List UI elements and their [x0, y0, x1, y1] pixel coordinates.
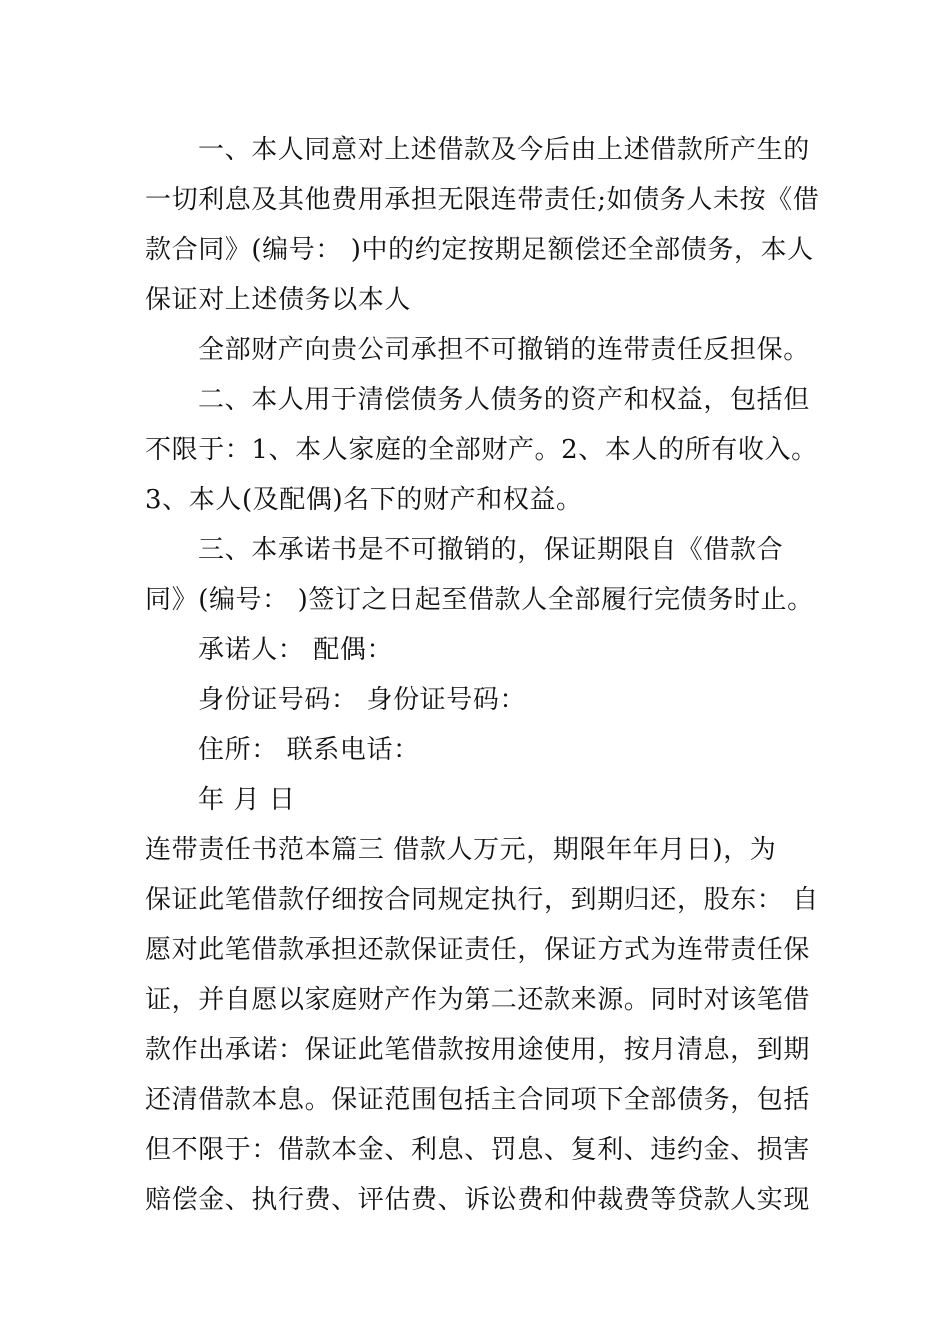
date-line: 年 月 日: [198, 785, 296, 815]
text-line: 证，并自愿以家庭财产作为第二还款来源。同时对该笔借: [145, 985, 811, 1015]
text-line: 保证对上述债务以本人: [145, 285, 412, 315]
text-line: 还清借款本息。保证范围包括主合同项下全部债务，包括: [145, 1085, 811, 1115]
text-line: 款合同》(编号： )中的约定按期足额偿还全部债务，本人: [145, 235, 814, 265]
text-line: 愿对此笔借款承担还款保证责任，保证方式为连带责任保: [145, 935, 811, 965]
address-phone-label: 住所： 联系电话：: [198, 735, 420, 765]
text-line: 但不限于：借款本金、利息、罚息、复利、违约金、损害: [145, 1135, 811, 1165]
signatory-label: 承诺人： 配偶：: [198, 635, 394, 665]
text-line: 3、本人(及配偶)名下的财产和权益。: [145, 485, 583, 515]
section-heading-line: 连带责任书范本篇三 借款人万元，期限年年月日)，为: [145, 835, 777, 865]
text-line: 三、本承诺书是不可撤销的，保证期限自《借款合: [198, 535, 784, 565]
text-line: 保证此笔借款仔细按合同规定执行，到期归还，股东： 自: [145, 885, 819, 915]
text-line: 二、本人用于清偿债务人债务的资产和权益，包括但: [198, 385, 810, 415]
text-line: 款作出承诺：保证此笔借款按用途使用，按月清息，到期: [145, 1035, 811, 1065]
text-line: 一、本人同意对上述借款及今后由上述借款所产生的: [198, 135, 810, 165]
id-number-label: 身份证号码： 身份证号码：: [198, 685, 527, 715]
text-line: 一切利息及其他费用承担无限连带责任;如债务人未按《借: [145, 185, 820, 215]
text-line: 赔偿金、执行费、评估费、诉讼费和仲裁费等贷款人实现: [145, 1185, 811, 1215]
text-line: 全部财产向贵公司承担不可撤销的连带责任反担保。: [198, 335, 810, 365]
text-line: 同》(编号： )签订之日起至借款人全部履行完债务时止。: [145, 585, 814, 615]
text-line: 不限于：1、本人家庭的全部财产。2、本人的所有收入。: [145, 435, 818, 465]
